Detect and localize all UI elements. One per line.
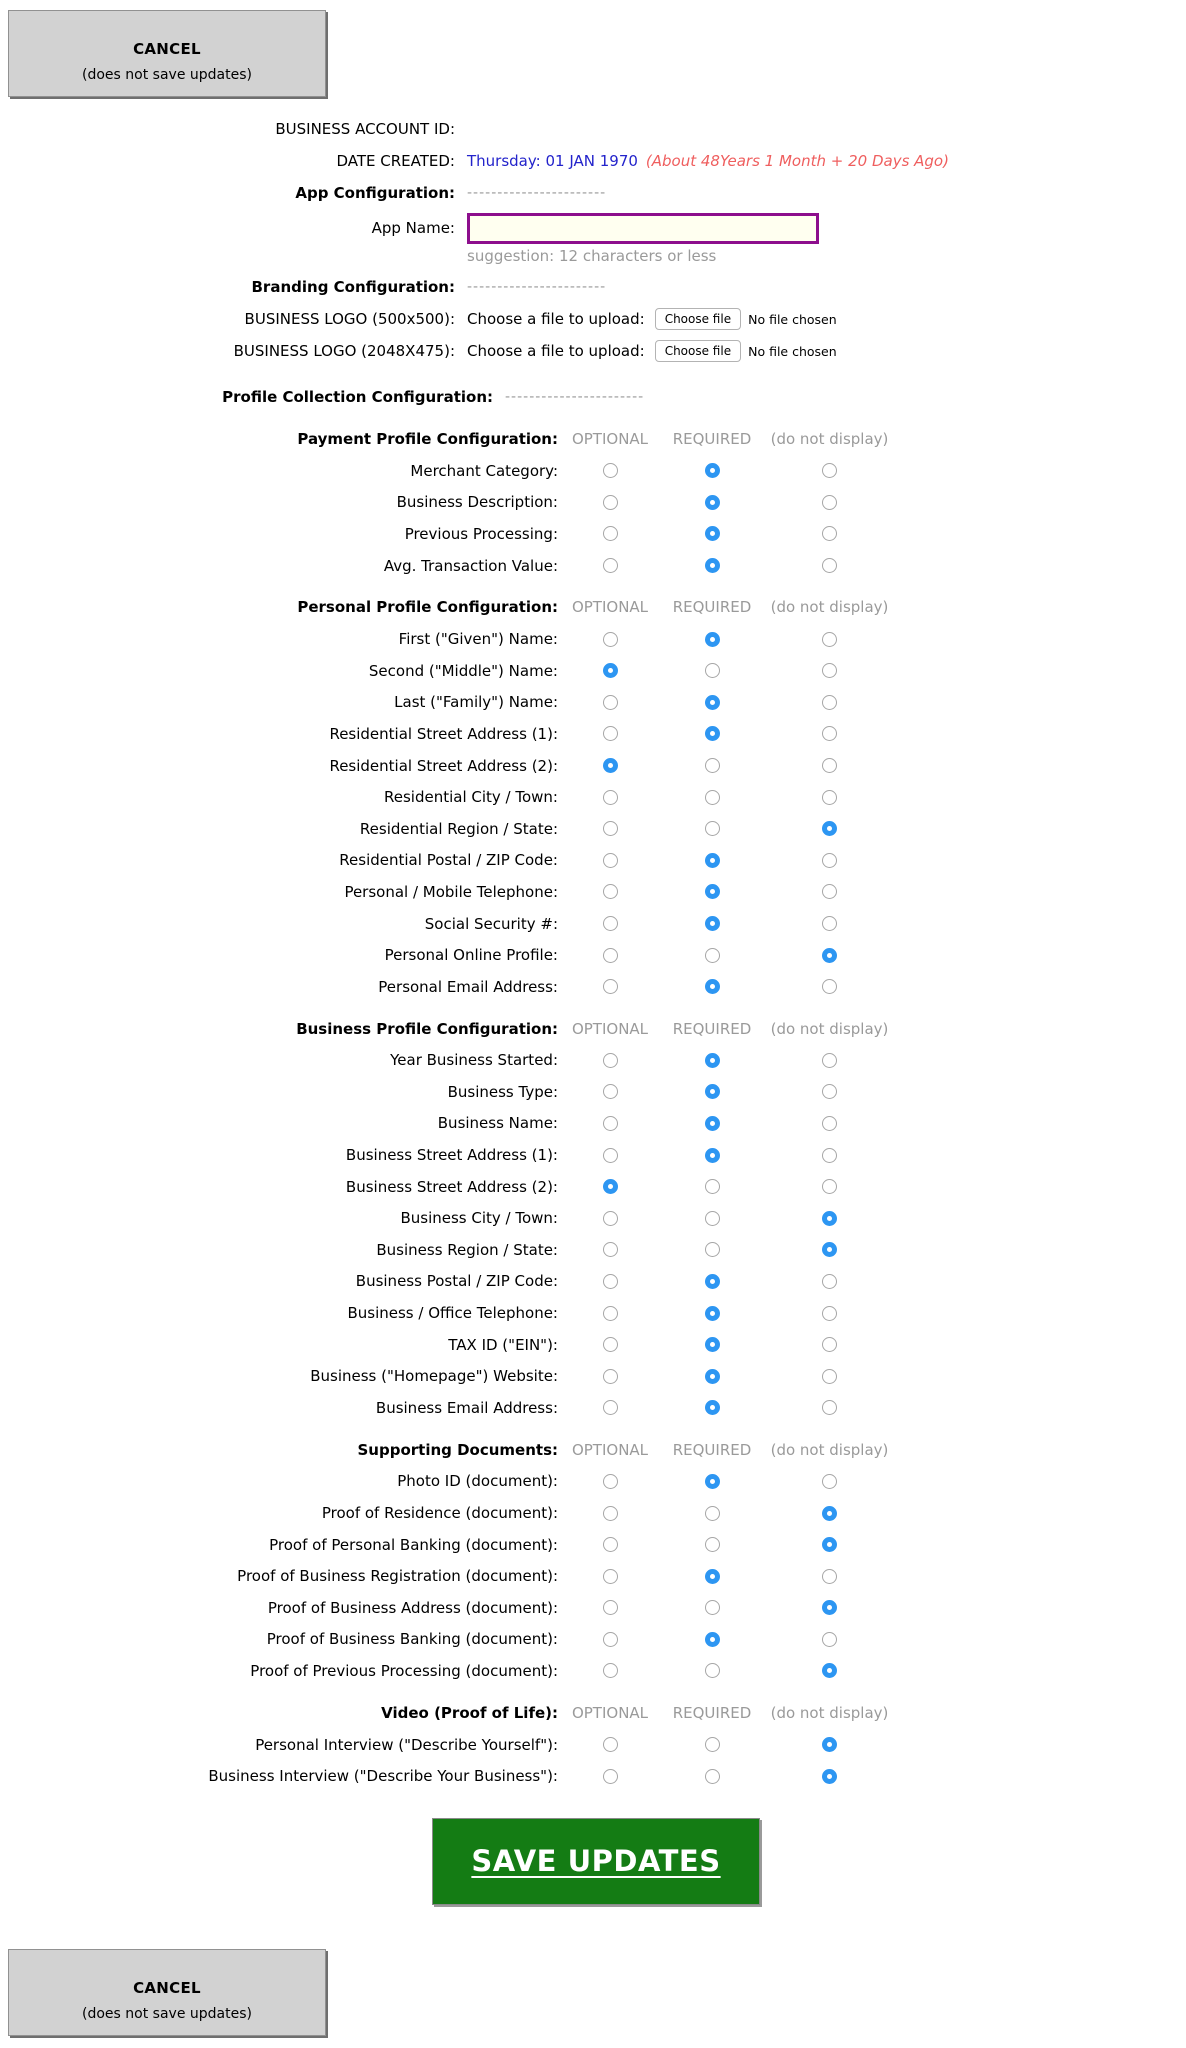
config-row [0,550,1186,582]
radio-do-not-display[interactable] [822,1737,837,1752]
cancel-button-top[interactable] [8,10,326,97]
radio-optional[interactable] [603,1506,618,1521]
radio-required[interactable] [705,1632,720,1647]
radio-required[interactable] [705,1737,720,1752]
config-row [0,687,1186,719]
config-row [0,518,1186,550]
radio-do-not-display[interactable] [822,632,837,647]
app-name-suggestion: suggestion: 12 characters or less [467,247,717,265]
radio-do-not-display[interactable] [822,1211,837,1226]
config-row [0,487,1186,519]
dashes: ----------------------- [505,389,645,405]
section-header-row [0,1013,1186,1045]
business-logo-2048-row [0,335,1186,367]
section-header-row [0,591,1186,623]
radio-do-not-display[interactable] [822,495,837,510]
radio-optional[interactable] [603,663,618,678]
radio-do-not-display[interactable] [822,1632,837,1647]
radio-required[interactable] [705,1242,720,1257]
field-label: Proof of Previous Processing (document): [250,1661,558,1680]
radio-do-not-display[interactable] [822,695,837,710]
radio-do-not-display[interactable] [822,726,837,741]
radio-required[interactable] [705,726,720,741]
radio-required[interactable] [705,1053,720,1068]
section-heading: Business Profile Configuration: [296,1019,558,1038]
radio-required[interactable] [705,1474,720,1489]
radio-optional[interactable] [603,1084,618,1099]
column-header-optional: OPTIONAL [571,1703,649,1722]
radio-optional[interactable] [603,1306,618,1321]
radio-optional[interactable] [603,558,618,573]
radio-do-not-display[interactable] [822,463,837,478]
branding-configuration-heading-row [0,271,1186,303]
radio-required[interactable] [705,1211,720,1226]
radio-optional[interactable] [603,1537,618,1552]
profile-collection-heading-row [0,381,1186,413]
save-updates-label: SAVE UPDATES [471,1844,721,1879]
column-header-required: REQUIRED [672,1019,752,1038]
radio-required[interactable] [705,821,720,836]
field-label: Residential City / Town: [383,788,558,807]
column-header-optional: OPTIONAL [571,1440,649,1459]
column-header-required: REQUIRED [672,598,752,617]
field-label: Residential Street Address (1): [329,724,558,743]
field-label: Business Description: [396,493,558,512]
file-status: No file chosen [748,311,837,327]
field-label: Business Street Address (2): [345,1177,558,1196]
config-row [0,939,1186,971]
field-label: Last ("Family") Name: [394,693,558,712]
radio-do-not-display[interactable] [822,979,837,994]
field-label: TAX ID ("EIN"): [448,1335,558,1354]
field-label: Merchant Category: [410,461,558,480]
radio-optional[interactable] [603,1148,618,1163]
radio-optional[interactable] [603,1116,618,1131]
business-logo-2048-label: BUSINESS LOGO (2048X475): [233,342,455,360]
radio-required[interactable] [705,1600,720,1615]
field-label: Residential Street Address (2): [329,756,558,775]
section-heading: Video (Proof of Life): [381,1703,558,1722]
radio-required[interactable] [705,1116,720,1131]
config-row [0,1329,1186,1361]
config-row [0,1760,1186,1792]
radio-required[interactable] [705,1663,720,1678]
choose-file-button[interactable]: Choose file [655,308,741,330]
radio-required[interactable] [705,979,720,994]
cancel-button-label: CANCEL [133,40,201,58]
radio-do-not-display[interactable] [822,1400,837,1415]
config-row [0,1655,1186,1687]
radio-do-not-display[interactable] [822,1242,837,1257]
radio-optional[interactable] [603,1569,618,1584]
column-header-required: REQUIRED [672,1440,752,1459]
config-row [0,1466,1186,1498]
radio-required[interactable] [705,1400,720,1415]
section-heading: Supporting Documents: [357,1440,558,1459]
config-row [0,876,1186,908]
config-row [0,845,1186,877]
radio-do-not-display[interactable] [822,663,837,678]
profile-collection-heading: Profile Collection Configuration: [222,388,493,406]
field-label: Personal Online Profile: [384,946,558,965]
cancel-button-label: CANCEL [133,1978,201,1997]
radio-do-not-display[interactable] [822,1053,837,1068]
section-header-row [0,1434,1186,1466]
radio-optional[interactable] [603,884,618,899]
field-label: Second ("Middle") Name: [368,661,558,680]
cancel-button-sublabel: (does not save updates) [82,2005,252,2022]
radio-optional[interactable] [603,1179,618,1194]
radio-do-not-display[interactable] [822,790,837,805]
app-name-row [0,209,1186,247]
radio-do-not-display[interactable] [822,526,837,541]
business-account-id-label: BUSINESS ACCOUNT ID: [275,120,455,138]
date-created-ago: (About 48Years 1 Month + 20 Days Ago) [645,152,949,170]
radio-required[interactable] [705,1337,720,1352]
date-created-label: DATE CREATED: [336,152,455,170]
date-created-value: Thursday: 01 JAN 1970 [467,152,638,170]
field-label: Proof of Business Address (document): [267,1598,558,1617]
field-label: Business Street Address (1): [345,1146,558,1165]
radio-required[interactable] [705,1537,720,1552]
radio-optional[interactable] [603,1474,618,1489]
radio-required[interactable] [705,663,720,678]
radio-do-not-display[interactable] [822,1179,837,1194]
radio-do-not-display[interactable] [822,1663,837,1678]
radio-do-not-display[interactable] [822,853,837,868]
radio-required[interactable] [705,495,720,510]
config-row [0,908,1186,940]
config-row [0,750,1186,782]
field-label: Proof of Business Registration (document): [237,1567,558,1586]
radio-required[interactable] [705,1148,720,1163]
radio-optional[interactable] [603,632,618,647]
field-label: Proof of Residence (document): [321,1504,558,1523]
radio-required[interactable] [705,1369,720,1384]
field-label: Business / Office Telephone: [347,1304,558,1323]
column-header-required: REQUIRED [672,1703,752,1722]
config-row [0,1560,1186,1592]
field-label: Personal / Mobile Telephone: [344,882,558,901]
account-info-section [0,113,1186,413]
cancel-button-bottom[interactable] [8,1949,326,2036]
radio-do-not-display[interactable] [822,821,837,836]
radio-do-not-display[interactable] [822,558,837,573]
column-header-do-not-display: (do not display) [770,598,889,617]
config-row [0,623,1186,655]
radio-optional[interactable] [603,1369,618,1384]
radio-do-not-display[interactable] [822,1337,837,1352]
config-row [0,1171,1186,1203]
radio-do-not-display[interactable] [822,1116,837,1131]
radio-required[interactable] [705,1769,720,1784]
profile-configuration-table [0,423,1186,1792]
upload-prompt: Choose a file to upload: [467,310,645,328]
field-label: Business ("Homepage") Website: [310,1367,558,1386]
column-header-optional: OPTIONAL [571,598,649,617]
radio-required[interactable] [705,853,720,868]
business-account-id-row [0,113,1186,145]
radio-required[interactable] [705,1506,720,1521]
radio-do-not-display[interactable] [822,948,837,963]
radio-optional[interactable] [603,821,618,836]
config-row [0,1529,1186,1561]
radio-required[interactable] [705,1306,720,1321]
radio-optional[interactable] [603,1600,618,1615]
radio-optional[interactable] [603,526,618,541]
radio-optional[interactable] [603,1769,618,1784]
radio-do-not-display[interactable] [822,1369,837,1384]
section-header-row [0,1697,1186,1729]
radio-required[interactable] [705,948,720,963]
radio-required[interactable] [705,1569,720,1584]
config-row [0,971,1186,1003]
radio-optional[interactable] [603,979,618,994]
dashes: ----------------------- [467,279,607,295]
radio-do-not-display[interactable] [822,916,837,931]
radio-optional[interactable] [603,1663,618,1678]
config-row [0,1266,1186,1298]
column-header-do-not-display: (do not display) [770,1703,889,1722]
field-label: Business Postal / ZIP Code: [355,1272,558,1291]
radio-required[interactable] [705,632,720,647]
radio-required[interactable] [705,1179,720,1194]
radio-optional[interactable] [603,790,618,805]
config-row [0,1297,1186,1329]
radio-optional[interactable] [603,948,618,963]
app-configuration-heading-row [0,177,1186,209]
radio-required[interactable] [705,916,720,931]
app-name-input[interactable] [467,213,819,244]
save-updates-button[interactable] [432,1818,760,1905]
config-row [0,813,1186,845]
field-label: Business City / Town: [400,1209,558,1228]
field-label: Personal Email Address: [378,977,558,996]
field-label: Year Business Started: [390,1051,558,1070]
column-header-optional: OPTIONAL [571,430,649,448]
radio-optional[interactable] [603,1053,618,1068]
config-row [0,1139,1186,1171]
field-label: Business Region / State: [376,1240,558,1259]
field-label: Residential Postal / ZIP Code: [339,851,558,870]
branding-configuration-heading: Branding Configuration: [251,278,455,296]
config-row [0,1729,1186,1761]
radio-optional[interactable] [603,758,618,773]
date-created-row [0,145,1186,177]
radio-optional[interactable] [603,695,618,710]
radio-optional[interactable] [603,1274,618,1289]
config-row [0,1497,1186,1529]
field-label: Social Security #: [424,914,558,933]
field-label: Business Type: [447,1082,558,1101]
radio-do-not-display[interactable] [822,1084,837,1099]
column-header-do-not-display: (do not display) [770,430,889,448]
column-header-optional: OPTIONAL [571,1019,649,1038]
field-label: Photo ID (document): [397,1472,558,1491]
radio-do-not-display[interactable] [822,1274,837,1289]
radio-optional[interactable] [603,463,618,478]
config-row [0,1592,1186,1624]
config-row [0,1360,1186,1392]
field-label: Avg. Transaction Value: [383,556,558,575]
radio-required[interactable] [705,1084,720,1099]
business-logo-500-label: BUSINESS LOGO (500x500): [244,310,455,328]
section-heading: Payment Profile Configuration: [297,430,558,448]
field-label: Business Interview ("Describe Your Business"): [208,1767,558,1786]
radio-required[interactable] [705,758,720,773]
config-row [0,1076,1186,1108]
config-row [0,1108,1186,1140]
field-label: Business Email Address: [375,1398,558,1417]
column-header-required: REQUIRED [672,430,752,448]
radio-optional[interactable] [603,1400,618,1415]
radio-do-not-display[interactable] [822,1537,837,1552]
config-row [0,1045,1186,1077]
file-status: No file chosen [748,343,837,359]
field-label: Residential Region / State: [359,819,558,838]
radio-optional[interactable] [603,1632,618,1647]
field-label: Previous Processing: [404,524,558,543]
app-configuration-heading: App Configuration: [295,184,455,202]
radio-do-not-display[interactable] [822,1474,837,1489]
app-name-label: App Name: [371,219,455,237]
config-row [0,1202,1186,1234]
dashes: ----------------------- [467,185,607,201]
radio-optional[interactable] [603,916,618,931]
choose-file-button[interactable]: Choose file [655,340,741,362]
field-label: Personal Interview ("Describe Yourself"): [255,1735,558,1754]
radio-do-not-display[interactable] [822,1569,837,1584]
column-header-do-not-display: (do not display) [770,1019,889,1038]
radio-optional[interactable] [603,1337,618,1352]
radio-do-not-display[interactable] [822,1506,837,1521]
config-row [0,1392,1186,1424]
radio-required[interactable] [705,526,720,541]
radio-do-not-display[interactable] [822,1306,837,1321]
column-header-do-not-display: (do not display) [770,1440,889,1459]
radio-required[interactable] [705,790,720,805]
config-row [0,781,1186,813]
radio-do-not-display[interactable] [822,1600,837,1615]
radio-required[interactable] [705,558,720,573]
radio-do-not-display[interactable] [822,758,837,773]
section-header-row [0,423,1186,455]
config-row [0,1624,1186,1656]
upload-prompt: Choose a file to upload: [467,342,645,360]
radio-required[interactable] [705,695,720,710]
section-heading: Personal Profile Configuration: [297,598,558,617]
app-name-suggestion-row [0,245,1186,267]
radio-required[interactable] [705,1274,720,1289]
field-label: First ("Given") Name: [398,630,558,649]
config-row [0,718,1186,750]
config-row [0,455,1186,487]
business-logo-500-row [0,303,1186,335]
radio-required[interactable] [705,463,720,478]
radio-optional[interactable] [603,495,618,510]
field-label: Proof of Business Banking (document): [266,1630,558,1649]
radio-do-not-display[interactable] [822,1769,837,1784]
config-row [0,655,1186,687]
radio-do-not-display[interactable] [822,884,837,899]
radio-do-not-display[interactable] [822,1148,837,1163]
config-row [0,1234,1186,1266]
radio-optional[interactable] [603,1211,618,1226]
field-label: Business Name: [437,1114,558,1133]
radio-optional[interactable] [603,1737,618,1752]
field-label: Proof of Personal Banking (document): [269,1535,558,1554]
cancel-button-sublabel: (does not save updates) [82,67,252,83]
radio-optional[interactable] [603,853,618,868]
radio-optional[interactable] [603,1242,618,1257]
radio-required[interactable] [705,884,720,899]
radio-optional[interactable] [603,726,618,741]
